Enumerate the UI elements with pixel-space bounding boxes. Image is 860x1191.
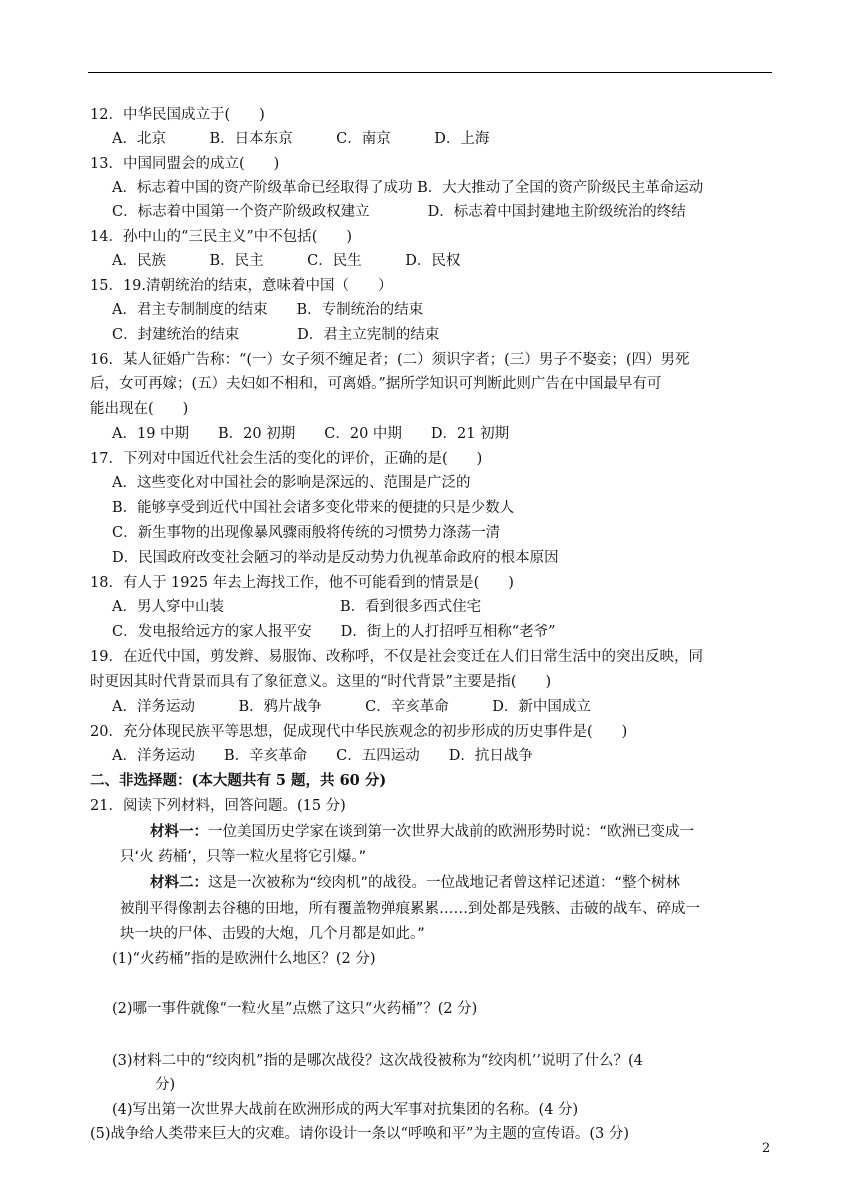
header-rule — [88, 72, 772, 73]
material-1-line2: 只‘火 药桶’，只等一粒火星将它引爆。” — [120, 849, 367, 865]
sub-question-5: (5)战争给人类带来巨大的灾难。请你设计一条以“呼唤和平”为主题的宣传语。(3 分) — [90, 1126, 630, 1142]
sub-question-4: (4)写出第一次世界大战前在欧洲形成的两大军事对抗集团的名称。(4 分) — [112, 1102, 579, 1118]
question-13-options-cd: C．标志着中国第一个资产阶级政权建立 D．标志着中国封建地主阶级统治的终结 — [112, 204, 686, 220]
material-1-text: 一位美国历史学家在谈到第一次世界大战前的欧洲形势时说：“欧洲已变成一 — [208, 824, 695, 840]
question-17-option-a: A．这些变化对中国社会的影响是深远的、范围是广泛的 — [112, 475, 471, 491]
question-21: 21．阅读下列材料，回答问题。(15 分) — [90, 798, 346, 814]
question-20-options: A．洋务运动 B．辛亥革命 C．五四运动 D．抗日战争 — [112, 748, 533, 764]
question-14: 14．孙中山的“三民主义”中不包括( ) — [90, 229, 353, 245]
question-17-option-b: B．能够享受到近代中国社会诸多变化带来的便捷的只是少数人 — [112, 500, 515, 516]
question-16-line1: 16．某人征婚广告称：“(一）女子须不缠足者；(二）须识字者；(三）男子不娶妾；(四）男死 — [90, 352, 690, 368]
question-17-option-c: C．新生事物的出现像暴风骤雨般将传统的习惯势力涤荡一清 — [112, 525, 501, 541]
question-17-option-d: D．民国政府改变社会陋习的举动是反动势力仇视革命政府的根本原因 — [112, 550, 559, 566]
sub-question-2: (2)哪一事件就像“一粒火星”点燃了这只“火药桶”？(2 分) — [112, 1001, 478, 1017]
material-1-label: 材料一： — [150, 824, 208, 840]
material-2-line3: 块一块的尸体、击毁的大炮，几个月都是如此。” — [120, 926, 425, 942]
material-2-label: 材料二： — [150, 875, 208, 891]
sub-question-1: (1)“火药桶”指的是欧洲什么地区？(2 分) — [112, 951, 376, 967]
question-20: 20．充分体现民族平等思想，促成现代中华民族观念的初步形成的历史事件是( ) — [90, 724, 628, 740]
question-16-line2: 后，女可再嫁；(五）夫妇如不相和，可离婚。”据所学知识可判断此则广告在中国最早有可 — [90, 376, 662, 392]
question-15-options-cd: C．封建统治的结束 D．君主立宪制的结束 — [112, 327, 440, 343]
question-19-line2: 时更因其时代背景而具有了象征意义。这里的“时代背景”主要是指( ) — [90, 674, 552, 690]
question-19-options: A．洋务运动 B．鸦片战争 C．辛亥革命 D．新中国成立 — [112, 699, 591, 715]
question-13: 13．中国同盟会的成立( ) — [90, 156, 280, 172]
question-16-line3: 能出现在( ) — [90, 401, 189, 417]
question-13-options-ab: A．标志着中国的资产阶级革命已经取得了成功 B．大大推动了全国的资产阶级民主革命运动 — [112, 180, 704, 196]
sub-question-3-line2: 分) — [155, 1077, 176, 1093]
page-number: 2 — [762, 1141, 771, 1156]
question-19-line1: 19．在近代中国，剪发辫、易服饰、改称呼，不仅是社会变迁在人们日常生活中的突出反映，同 — [90, 649, 703, 665]
sub-question-3-line1: (3)材料二中的“绞肉机”指的是哪次战役？这次战役被称为“绞肉机’’说明了什么？(4 — [112, 1053, 643, 1069]
material-1-line1 — [150, 823, 694, 841]
material-2-line2: 被削平得像割去谷穗的田地，所有覆盖物弹痕累累……到处都是残骸、击破的战车、碎成一 — [120, 901, 700, 917]
question-18-options-ab: A．男人穿中山装 B．看到很多西式住宅 — [112, 599, 482, 615]
question-14-options: A．民族 B．民主 C．民生 D．民权 — [112, 253, 461, 269]
question-17: 17．下列对中国近代社会生活的变化的评价，正确的是( ) — [90, 451, 483, 467]
material-2-line1 — [150, 874, 680, 892]
question-18-options-cd: C．发电报给远方的家人报平安 D．街上的人打招呼互相称“老爷” — [112, 624, 556, 640]
material-2-text: 这是一次被称为“绞肉机”的战役。一位战地记者曾这样记述道：“整个树林 — [208, 875, 681, 891]
question-12-options: A．北京 B．日本东京 C．南京 D．上海 — [112, 131, 490, 147]
question-15: 15．19.清朝统治的结束，意味着中国（ ） — [90, 278, 393, 294]
question-12: 12．中华民国成立于( ) — [90, 107, 265, 123]
section-heading: 二、非选择题：(本大题共有 5 题，共 60 分) — [90, 772, 387, 789]
question-16-options: A．19 中期 B．20 初期 C．20 中期 D．21 初期 — [112, 426, 510, 442]
question-18: 18．有人于 1925 年去上海找工作，他不可能看到的情景是( ) — [90, 575, 514, 591]
question-15-options-ab: A．君主专制制度的结束 B．专制统治的结束 — [112, 302, 424, 318]
